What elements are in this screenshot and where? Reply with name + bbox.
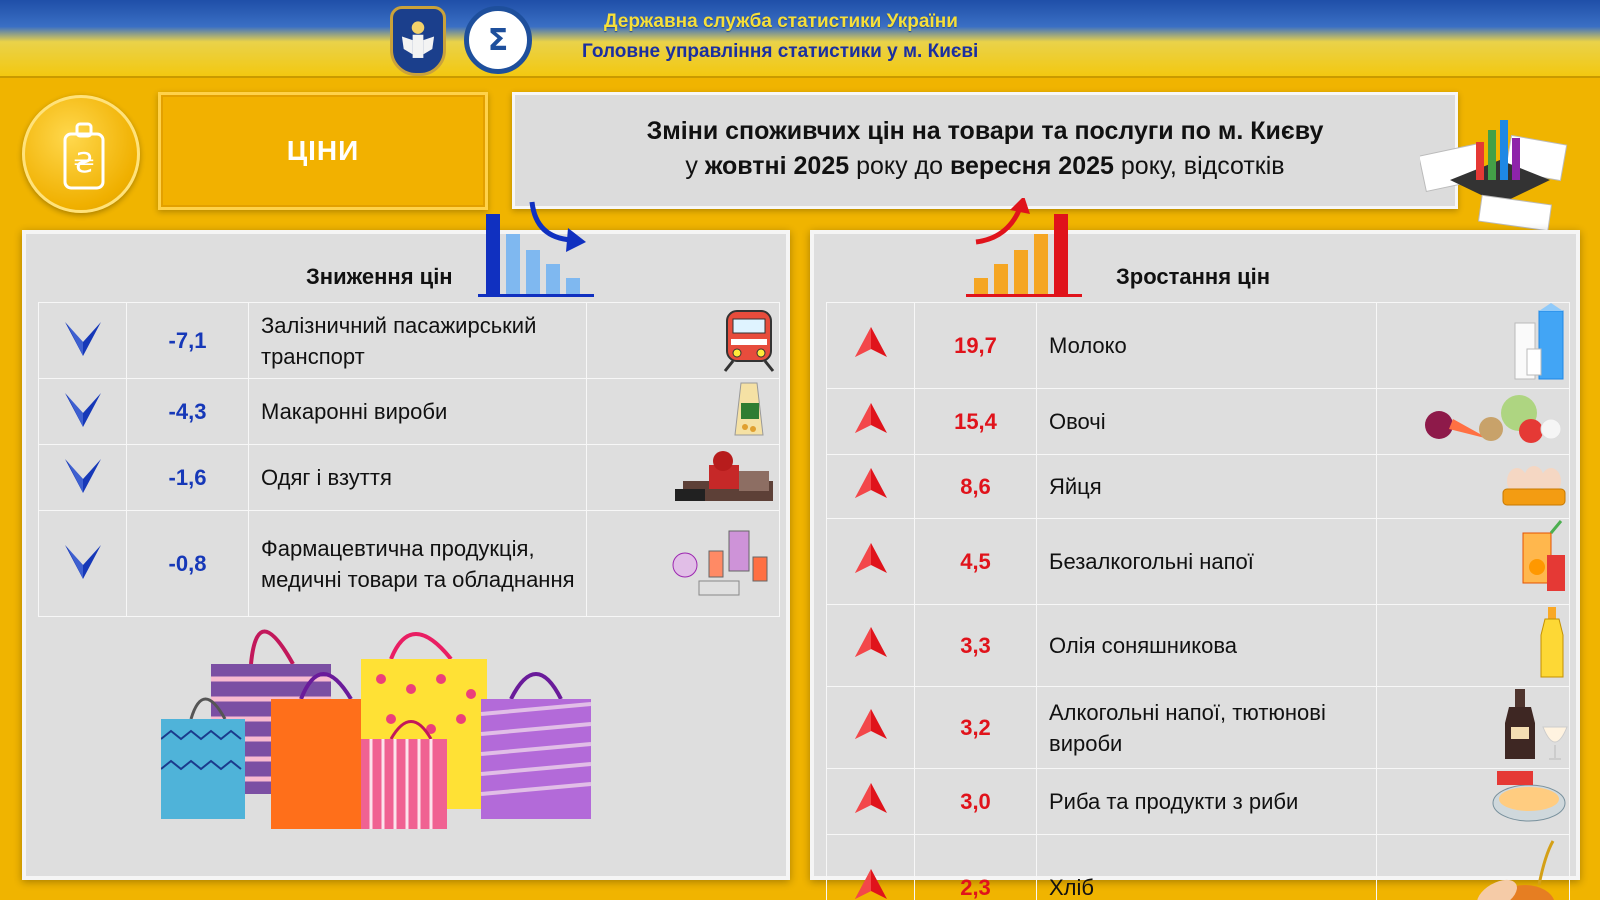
down-arrow-icon (39, 511, 127, 617)
change-value: 2,3 (915, 835, 1037, 900)
title-suffix: року, відсотків (1113, 152, 1285, 180)
up-arrow-icon (827, 687, 915, 769)
milk-icon (1377, 303, 1570, 389)
title-mid: року до (849, 152, 950, 180)
section-label: ЦІНИ (286, 135, 360, 166)
sigma-symbol: Σ (487, 22, 509, 58)
item-name: Риба та продукти з риби (1037, 769, 1377, 835)
falling-bars-chart-icon (476, 198, 606, 298)
train-icon (587, 303, 780, 379)
change-value: 19,7 (915, 303, 1037, 389)
item-name: Алкогольні напої, тютюнові вироби (1037, 687, 1377, 769)
svg-text:₴: ₴ (73, 146, 95, 179)
table-row (827, 455, 1570, 519)
item-name: Безалкогольні напої (1037, 519, 1377, 605)
juice-icon (1377, 519, 1570, 605)
table-row (39, 379, 780, 445)
change-value: 4,5 (915, 519, 1037, 605)
table-row (827, 687, 1570, 769)
up-arrow-icon (827, 303, 915, 389)
org-name-national: Державна служба статистики України (604, 11, 958, 32)
increase-table (826, 302, 1570, 900)
vegetables-icon (1377, 389, 1570, 455)
item-name: Одяг і взуття (249, 445, 587, 511)
price-tag-coin-icon (22, 95, 140, 213)
bread-icon (1377, 835, 1570, 900)
up-arrow-icon (827, 519, 915, 605)
change-value: -0,8 (127, 511, 249, 617)
kyiv-coat-of-arms-icon (390, 6, 446, 76)
pasta-icon (587, 379, 780, 445)
table-row (39, 445, 780, 511)
change-value: 3,0 (915, 769, 1037, 835)
title-month-previous: вересня 2025 (949, 152, 1114, 180)
up-arrow-icon (827, 455, 915, 519)
down-arrow-icon (39, 445, 127, 511)
oil-bottle-icon (1377, 605, 1570, 687)
price-decrease-panel (22, 230, 790, 880)
liquor-icon (1377, 687, 1570, 769)
change-value: -1,6 (127, 445, 249, 511)
title-prefix: у (685, 152, 705, 180)
table-row (39, 303, 780, 379)
item-name: Фармацевтична продукція, медичні товари та обладнання (249, 511, 587, 617)
table-row (827, 519, 1570, 605)
item-name: Залізничний пасажирський транспорт (249, 303, 587, 379)
table-row (827, 605, 1570, 687)
increase-title: Зростання цін (1116, 264, 1271, 289)
table-row (827, 835, 1570, 900)
up-arrow-icon (827, 835, 915, 900)
down-arrow-icon (39, 379, 127, 445)
clothing-icon (587, 445, 780, 511)
title-month-current: жовтні 2025 (704, 152, 850, 180)
eggs-icon (1377, 455, 1570, 519)
change-value: 3,3 (915, 605, 1037, 687)
table-row (39, 511, 780, 617)
item-name: Олія соняшникова (1037, 605, 1377, 687)
item-name: Яйця (1037, 455, 1377, 519)
title-line1: Зміни споживчих цін на товари та послуги по м. Києву (646, 117, 1324, 145)
fish-can-icon (1377, 769, 1570, 835)
page-title (512, 92, 1458, 209)
item-name: Макаронні вироби (249, 379, 587, 445)
decrease-table (38, 302, 780, 617)
charts-clipart-icon (1420, 120, 1570, 230)
section-label-box (158, 92, 488, 210)
up-arrow-icon (827, 605, 915, 687)
change-value: -7,1 (127, 303, 249, 379)
up-arrow-icon (827, 769, 915, 835)
up-arrow-icon (827, 389, 915, 455)
change-value: -4,3 (127, 379, 249, 445)
change-value: 3,2 (915, 687, 1037, 769)
change-value: 15,4 (915, 389, 1037, 455)
item-name: Молоко (1037, 303, 1377, 389)
shopping-bags-illustration (161, 609, 611, 849)
item-name: Овочі (1037, 389, 1377, 455)
header-band (0, 0, 1600, 78)
price-increase-panel (810, 230, 1580, 900)
statistics-emblem-icon (464, 6, 532, 74)
item-name: Хліб (1037, 835, 1377, 900)
change-value: 8,6 (915, 455, 1037, 519)
table-row (827, 769, 1570, 835)
title-line2 (515, 152, 1455, 181)
table-row (827, 303, 1570, 389)
decrease-title: Зниження цін (306, 264, 453, 289)
table-row (827, 389, 1570, 455)
pharmacy-icon (587, 511, 780, 617)
org-name-kyiv: Головне управління статистики у м. Києві (582, 41, 979, 62)
down-arrow-icon (39, 303, 127, 379)
rising-bars-chart-icon (964, 198, 1094, 298)
